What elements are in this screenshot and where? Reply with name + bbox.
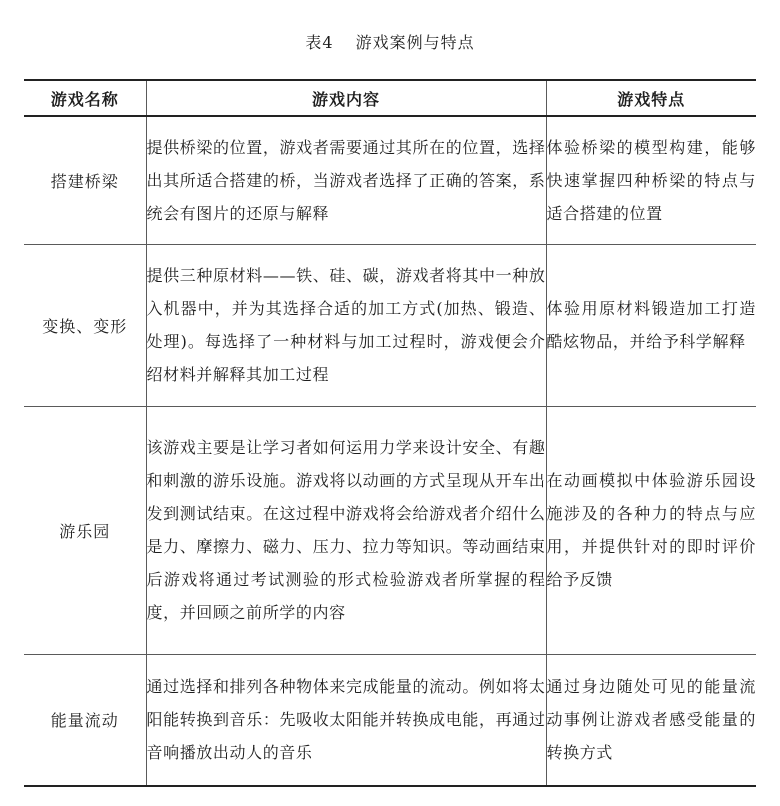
game-content-cell: 该游戏主要是让学习者如何运用力学来设计安全、有趣和刺激的游乐设施。游戏将以动画的方式呈现从开车出发到测试结束。在这过程中游戏将会给游戏者介绍什么是力、摩擦力、磁力、压力、拉力等知识。等动画结束后游戏将通过考试测验的形式检验游戏者所掌握的程度，并回顾之前所学的内容 [146, 406, 546, 654]
table-row [24, 116, 756, 244]
game-name-cell: 能量流动 [24, 654, 146, 786]
game-name-cell: 变换、变形 [24, 244, 146, 406]
table-header-row [24, 80, 756, 116]
header-game-feature: 游戏特点 [546, 80, 756, 116]
game-name-cell: 搭建桥梁 [24, 116, 146, 244]
table-row [24, 244, 756, 406]
game-feature-cell: 体验用原材料锻造加工打造酷炫物品，并给予科学解释 [546, 244, 756, 406]
table-caption [0, 32, 780, 54]
game-name-cell: 游乐园 [24, 406, 146, 654]
game-cases-table [24, 79, 756, 787]
game-content-cell: 通过选择和排列各种物体来完成能量的流动。例如将太阳能转换到音乐：先吸收太阳能并转换成电能，再通过音响播放出动人的音乐 [146, 654, 546, 786]
game-content-cell: 提供三种原材料——铁、硅、碳，游戏者将其中一种放入机器中，并为其选择合适的加工方式(加热、锻造、处理)。每选择了一种材料与加工过程时，游戏便会介绍材料并解释其加工过程 [146, 244, 546, 406]
table-title: 游戏案例与特点 [355, 33, 475, 52]
game-feature-cell: 通过身边随处可见的能量流动事例让游戏者感受能量的转换方式 [546, 654, 756, 786]
table-row [24, 406, 756, 654]
game-feature-cell: 体验桥梁的模型构建，能够快速掌握四种桥梁的特点与适合搭建的位置 [546, 116, 756, 244]
table-number: 表4 [305, 33, 334, 52]
table-row [24, 654, 756, 786]
header-game-name: 游戏名称 [24, 80, 146, 116]
game-content-cell: 提供桥梁的位置，游戏者需要通过其所在的位置，选择出其所适合搭建的桥，当游戏者选择了正确的答案，系统会有图片的还原与解释 [146, 116, 546, 244]
header-game-content: 游戏内容 [146, 80, 546, 116]
game-feature-cell: 在动画模拟中体验游乐园设施涉及的各种力的特点与应用，并提供针对的即时评价给予反馈 [546, 406, 756, 654]
